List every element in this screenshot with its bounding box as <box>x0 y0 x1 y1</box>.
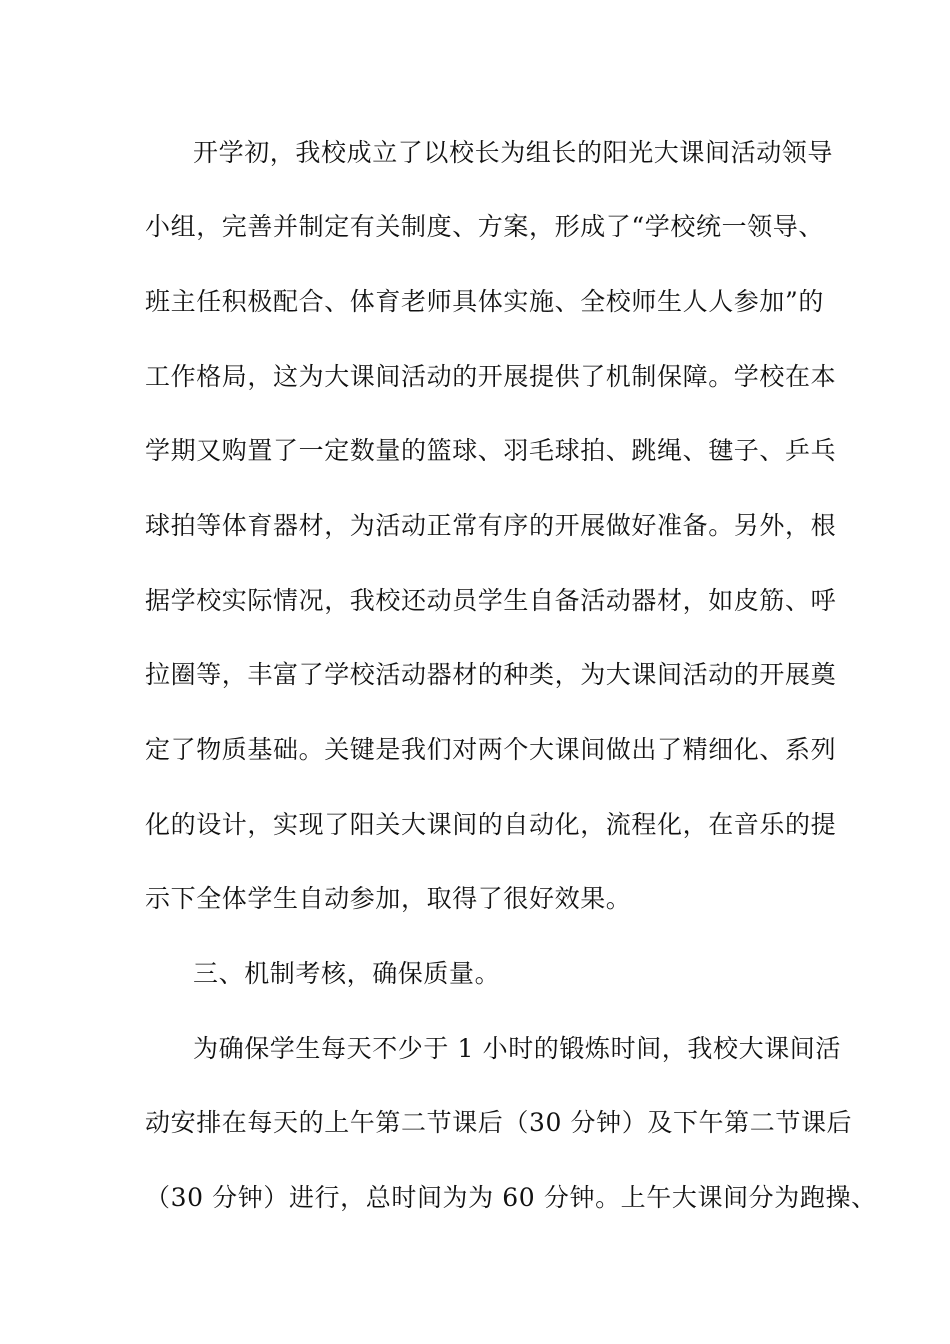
paragraph-line-8: 拉圈等，丰富了学校活动器材的种类，为大课间活动的开展奠 <box>145 660 837 689</box>
paragraph-line-6: 球拍等体育器材，为活动正常有序的开展做好准备。另外，根 <box>145 511 837 540</box>
paragraph-line-14: （30 分钟）进行，总时间为为 60 分钟。上午大课间分为跑操、 <box>145 1183 877 1212</box>
paragraph-line-1: 开学初，我校成立了以校长为组长的阳光大课间活动领导 <box>193 138 834 167</box>
section-heading: 三、机制考核，确保质量。 <box>193 959 501 988</box>
paragraph-line-5: 学期又购置了一定数量的篮球、羽毛球拍、跳绳、毽子、乒乓 <box>145 436 837 465</box>
paragraph-line-13: 动安排在每天的上午第二节课后（30 分钟）及下午第二节课后 <box>145 1108 853 1137</box>
paragraph-line-11: 示下全体学生自动参加，取得了很好效果。 <box>145 884 632 913</box>
paragraph-line-4: 工作格局，这为大课间活动的开展提供了机制保障。学校在本 <box>145 362 837 391</box>
paragraph-line-9: 定了物质基础。关键是我们对两个大课间做出了精细化、系列 <box>145 735 837 764</box>
paragraph-line-3: 班主任积极配合、体育老师具体实施、全校师生人人参加”的 <box>145 287 824 316</box>
paragraph-line-7: 据学校实际情况，我校还动员学生自备活动器材，如皮筋、呼 <box>145 586 837 615</box>
paragraph-line-2: 小组，完善并制定有关制度、方案，形成了“学校统一领导、 <box>145 212 824 241</box>
paragraph-line-10: 化的设计，实现了阳关大课间的自动化，流程化，在音乐的提 <box>145 810 837 839</box>
paragraph-line-12: 为确保学生每天不少于 1 小时的锻炼时间，我校大课间活 <box>193 1034 842 1063</box>
